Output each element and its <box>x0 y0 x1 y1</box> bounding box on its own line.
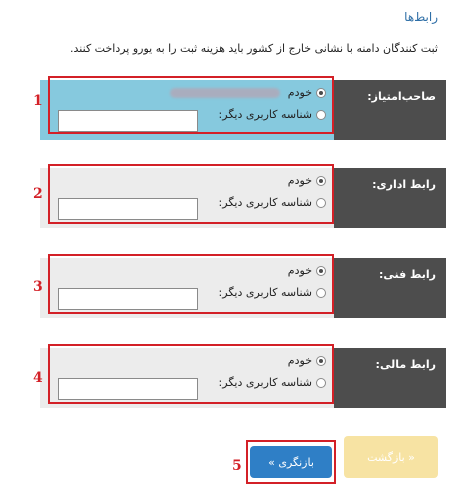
contact-label-cell <box>334 80 446 140</box>
radio-other[interactable] <box>316 110 326 120</box>
other-option[interactable] <box>219 286 326 299</box>
user-id-input[interactable] <box>58 110 198 132</box>
intro-text: ثبت کنندگان دامنه با نشانی خارج از کشور باید هزینه ثبت را به یورو پرداخت کنند. <box>70 42 438 55</box>
radio-self[interactable] <box>316 266 326 276</box>
contact-block-technical <box>40 258 446 318</box>
callout-number: 4 <box>33 370 43 386</box>
other-option[interactable] <box>219 108 326 121</box>
user-id-input[interactable] <box>58 288 198 310</box>
radio-self[interactable] <box>316 176 326 186</box>
page-title: رابط‌ها <box>404 10 438 24</box>
radio-other[interactable] <box>316 288 326 298</box>
other-option[interactable] <box>219 376 326 389</box>
user-id-input[interactable] <box>58 198 198 220</box>
radio-other[interactable] <box>316 378 326 388</box>
contact-options <box>40 258 334 318</box>
other-option[interactable] <box>219 196 326 209</box>
contact-options <box>40 348 334 408</box>
other-label: شناسه کاربری دیگر: <box>218 196 312 209</box>
radio-self[interactable] <box>316 356 326 366</box>
self-label: خودم <box>287 86 312 99</box>
self-option[interactable] <box>288 264 326 277</box>
self-option[interactable] <box>170 86 326 99</box>
contact-block-owner <box>40 80 446 140</box>
contact-label: رابط اداری: <box>372 178 436 191</box>
callout-number: 3 <box>33 279 43 295</box>
self-label: خودم <box>287 264 312 277</box>
user-id-input[interactable] <box>58 378 198 400</box>
callout-number: 5 <box>232 458 242 474</box>
contact-label-cell <box>334 258 446 318</box>
callout-number: 1 <box>33 93 43 109</box>
contact-label: رابط فنی: <box>378 268 436 281</box>
blurred-text <box>170 88 280 98</box>
refresh-button[interactable]: بازنگری » <box>250 446 332 478</box>
contact-options <box>40 168 334 228</box>
contact-label: صاحب‌امتیاز: <box>367 90 436 103</box>
radio-other[interactable] <box>316 198 326 208</box>
other-label: شناسه کاربری دیگر: <box>218 286 312 299</box>
self-label: خودم <box>287 354 312 367</box>
other-label: شناسه کاربری دیگر: <box>218 108 312 121</box>
self-label: خودم <box>287 174 312 187</box>
back-button[interactable]: « بازگشت <box>344 436 438 478</box>
contact-label-cell <box>334 168 446 228</box>
self-option[interactable] <box>288 354 326 367</box>
contact-block-billing <box>40 348 446 408</box>
radio-self[interactable] <box>316 88 326 98</box>
contact-label-cell <box>334 348 446 408</box>
contact-options <box>40 80 334 140</box>
other-label: شناسه کاربری دیگر: <box>218 376 312 389</box>
contact-label: رابط مالی: <box>375 358 436 371</box>
contact-block-admin <box>40 168 446 228</box>
callout-number: 2 <box>33 186 43 202</box>
self-option[interactable] <box>288 174 326 187</box>
